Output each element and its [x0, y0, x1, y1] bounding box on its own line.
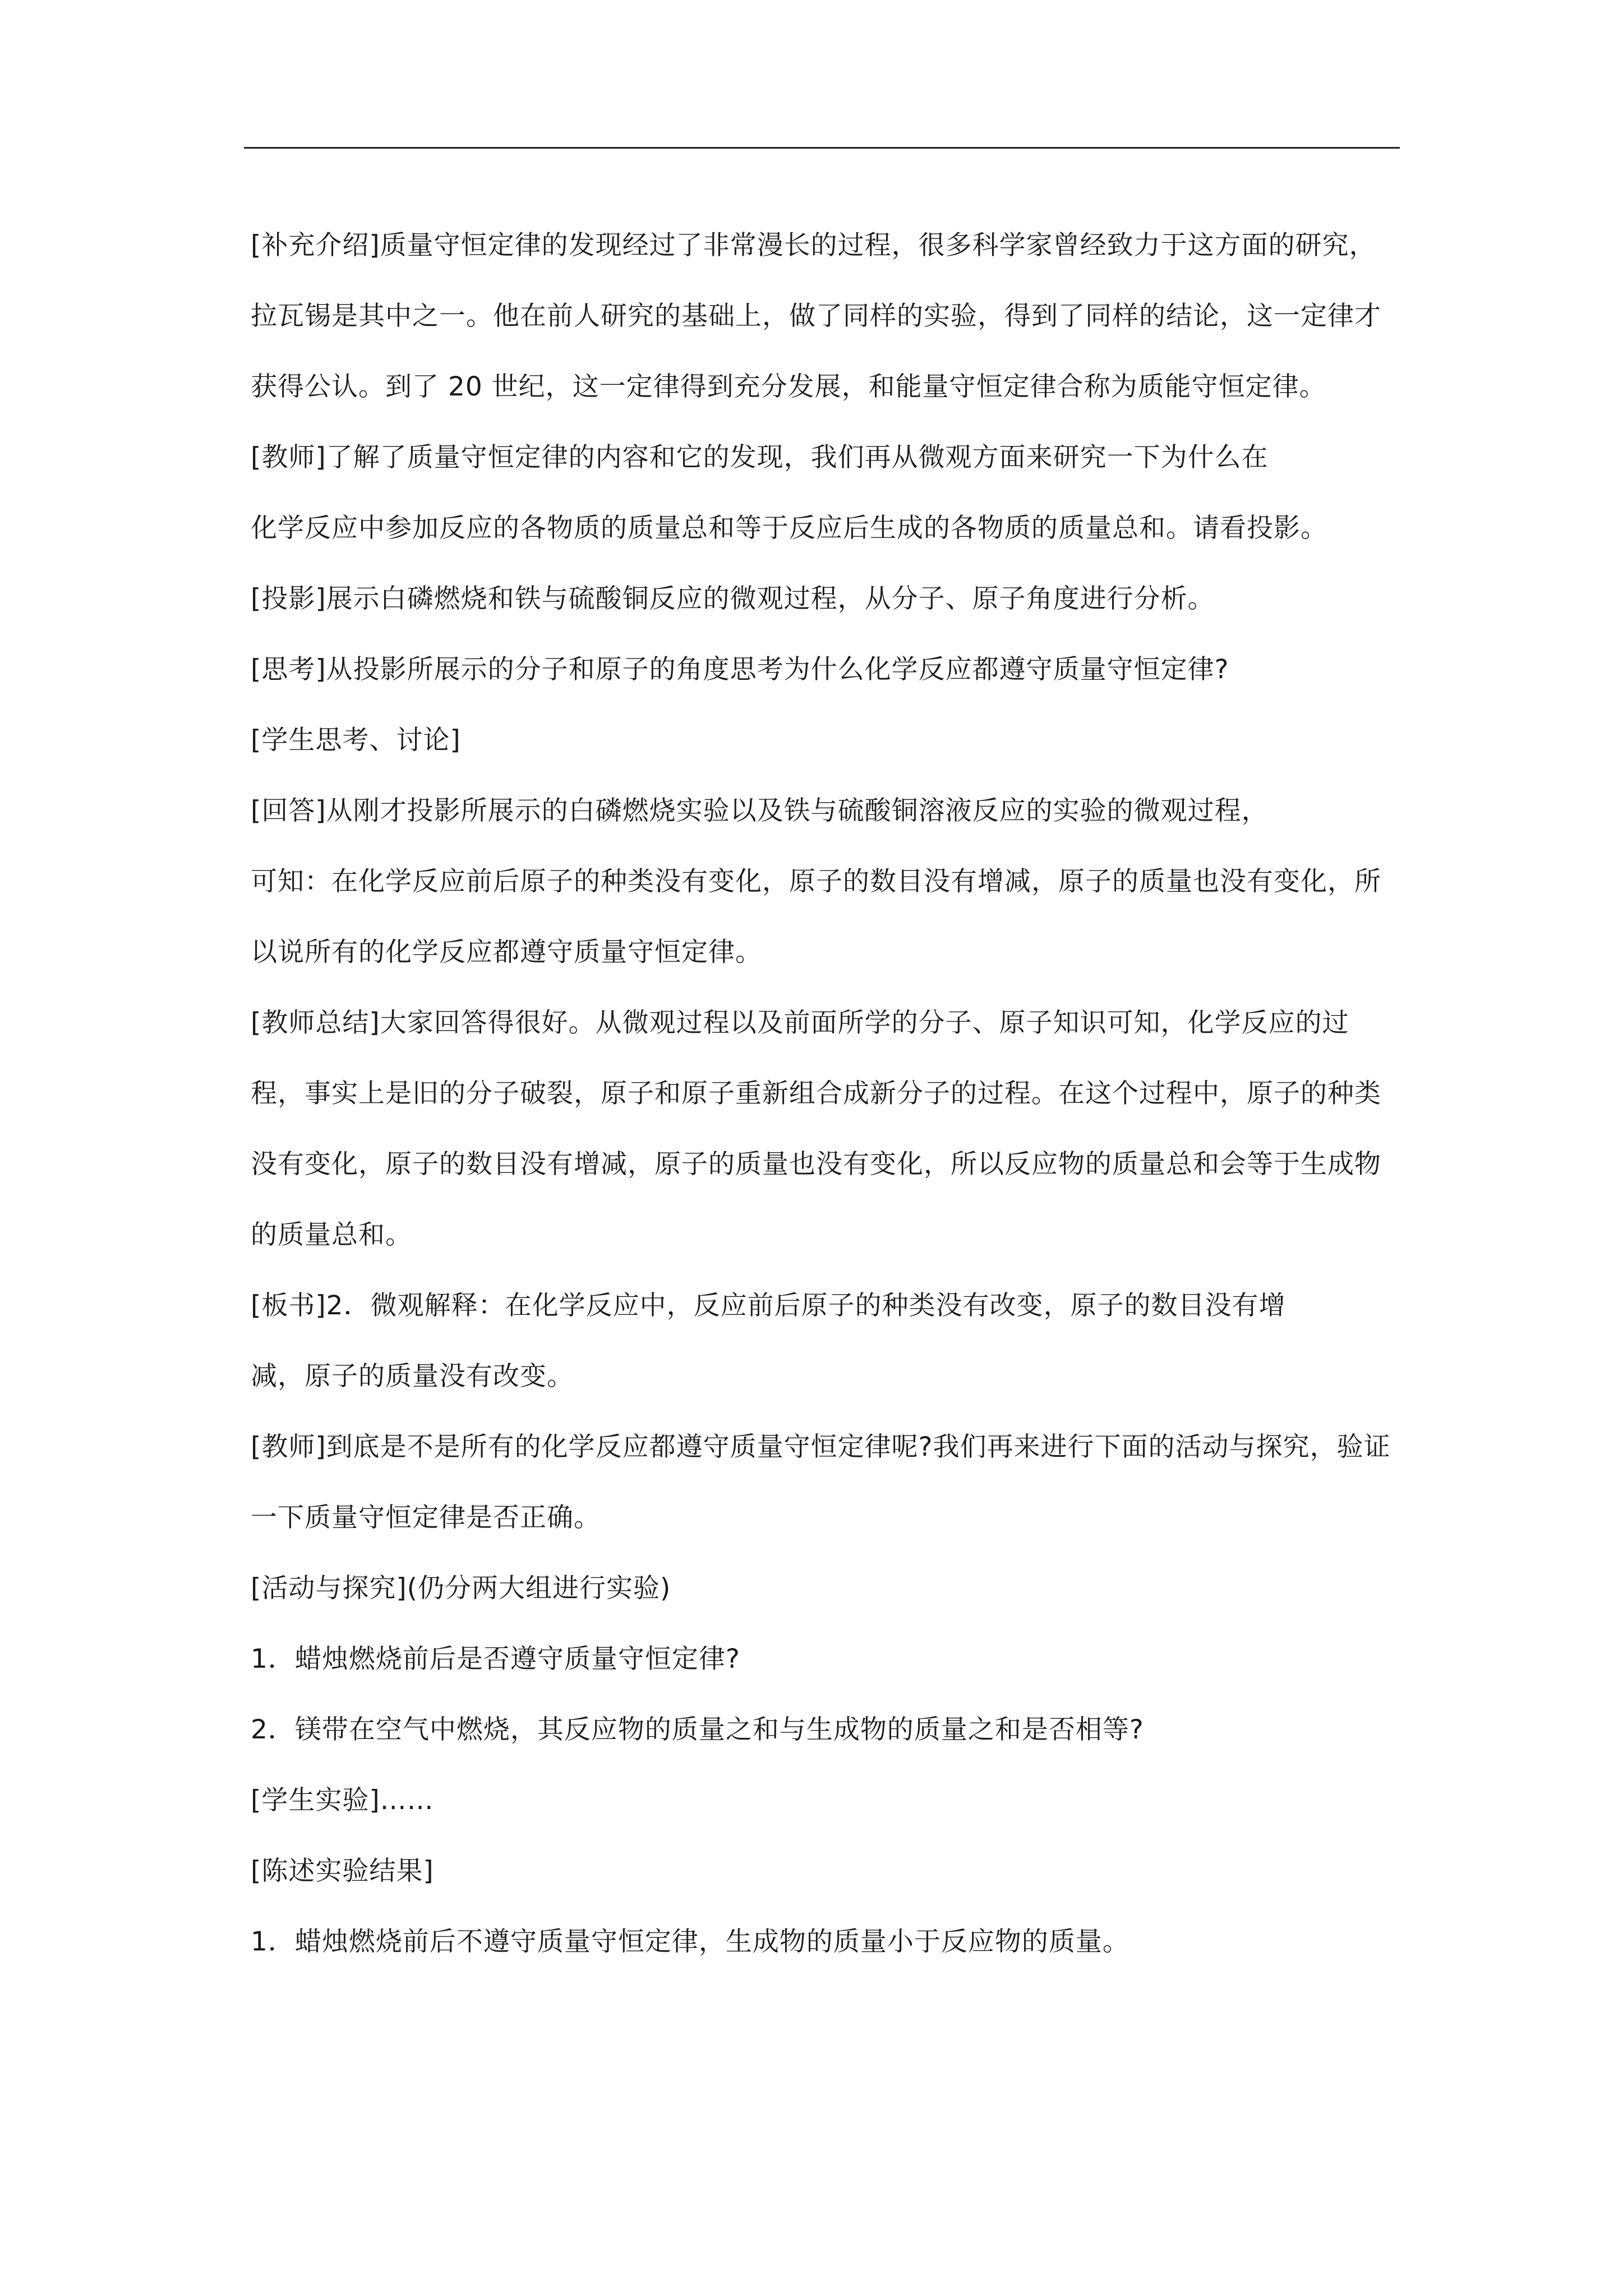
paragraph-student-experiment: [学生实验]……	[251, 1785, 434, 1816]
paragraph-supplement-intro: [补充介绍]质量守恒定律的发现经过了非常漫长的过程，很多科学家曾经致力于这方面的研究，拉瓦锡是其中之一。他在前人研究的基础上，做了同样的实验，得到了同样的结论，这一定律才获得公认。到了 20 世纪，这一定律得到充分发展，和能量守恒定律合称为质能守恒定律。	[251, 230, 1381, 402]
document-body	[251, 210, 1395, 1977]
paragraph-teacher-question: [教师]到底是不是所有的化学反应都遵守质量守恒定律呢?我们再来进行下面的活动与探究，验证一下质量守恒定律是否正确。	[251, 1432, 1391, 1533]
paragraph-answer: [回答]从刚才投影所展示的白磷燃烧实验以及铁与硫酸铜溶液反应的实验的微观过程，	[251, 795, 1269, 826]
paragraph-answer-cont: 可知：在化学反应前后原子的种类没有变化，原子的数目没有增减，原子的质量也没有变化，所以说所有的化学反应都遵守质量守恒定律。	[251, 866, 1381, 968]
paragraph-board-note: [板书]2．微观解释：在化学反应中，反应前后原子的种类没有改变，原子的数目没有增	[251, 1290, 1286, 1321]
paragraph-activity-item-1: 1．蜡烛燃烧前后是否遵守质量守恒定律?	[251, 1644, 740, 1674]
paragraph-think: [思考]从投影所展示的分子和原子的角度思考为什么化学反应都遵守质量守恒定律?	[251, 654, 1229, 685]
paragraph-result-item-1: 1．蜡烛燃烧前后不遵守质量守恒定律，生成物的质量小于反应物的质量。	[251, 1926, 1129, 1957]
paragraph-projection: [投影]展示白磷燃烧和铁与硫酸铜反应的微观过程，从分子、原子角度进行分析。	[251, 583, 1215, 614]
paragraph-teacher-intro: [教师]了解了质量守恒定律的内容和它的发现，我们再从微观方面来研究一下为什么在	[251, 442, 1269, 473]
paragraph-board-note-cont: 减，原子的质量没有改变。	[251, 1361, 574, 1392]
paragraph-teacher-intro-cont: 化学反应中参加反应的各物质的质量总和等于反应后生成的各物质的质量总和。请看投影。	[251, 513, 1327, 544]
header-rule	[244, 147, 1400, 149]
paragraph-results-heading: [陈述实验结果]	[251, 1856, 434, 1887]
paragraph-student-discuss: [学生思考、讨论]	[251, 725, 461, 756]
paragraph-activity: [活动与探究](仍分两大组进行实验)	[251, 1573, 671, 1604]
paragraph-activity-item-2: 2．镁带在空气中燃烧，其反应物的质量之和与生成物的质量之和是否相等?	[251, 1714, 1144, 1745]
paragraph-teacher-summary: [教师总结]大家回答得很好。从微观过程以及前面所学的分子、原子知识可知，化学反应的过程，事实上是旧的分子破裂，原子和原子重新组合成新分子的过程。在这个过程中，原子的种类没有变化，原子的数目没有增减，原子的质量也没有变化，所以反应物的质量总和会等于生成物的质量总和。	[251, 1007, 1381, 1250]
